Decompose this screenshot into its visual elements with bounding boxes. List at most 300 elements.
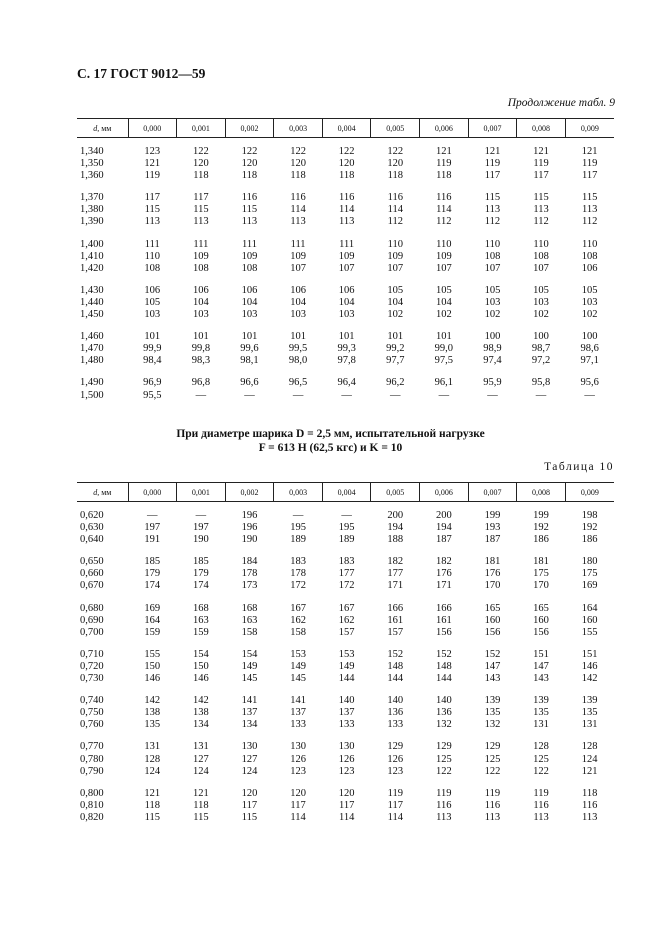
hardness-cell: 128 (533, 741, 549, 753)
hardness-cell: 114 (338, 204, 355, 216)
hardness-cell: 191 (144, 534, 161, 546)
hardness-cell: 122 (435, 765, 452, 777)
table-row (77, 263, 614, 275)
hardness-cell: 121 (144, 158, 161, 170)
hardness-cell: 147 (533, 660, 549, 672)
hardness-cell: 188 (387, 534, 404, 546)
row-diameter-cell: 1,370 (80, 192, 104, 204)
column-header: 0,005 (371, 119, 420, 138)
hardness-cell: 168 (193, 602, 209, 614)
column-header: 0,004 (322, 119, 371, 138)
hardness-cell: 113 (193, 216, 209, 228)
hardness-cell: 176 (435, 568, 452, 580)
header-row (77, 483, 614, 502)
row-diameter-cell: 0,820 (80, 811, 104, 823)
hardness-cell: 100 (484, 331, 501, 343)
hardness-cell: 102 (581, 309, 598, 321)
hardness-cell: 133 (290, 719, 306, 731)
diameter-symbol: d (93, 123, 98, 133)
hardness-cell: 119 (144, 170, 160, 182)
diameter-unit: , мм (97, 487, 112, 497)
table-row (77, 719, 614, 731)
hardness-cell: 134 (241, 719, 258, 731)
hardness-cell: 116 (581, 799, 598, 811)
hardness-cell: 118 (581, 787, 598, 799)
hardness-cell: 182 (387, 556, 404, 568)
hardness-cell: — (147, 510, 158, 521)
hardness-cell: 141 (241, 695, 258, 707)
hardness-cell: 118 (193, 799, 209, 811)
row-diameter-cell: 0,640 (80, 534, 104, 546)
hardness-cell: 131 (581, 719, 598, 731)
hardness-cell: 101 (387, 331, 404, 343)
hardness-cell: 158 (290, 626, 306, 638)
hardness-cell: 152 (435, 648, 452, 660)
hardness-cell: 144 (387, 673, 404, 685)
hardness-cell: 97,4 (483, 355, 502, 367)
hardness-cell: 104 (435, 296, 452, 308)
hardness-cell: 117 (193, 192, 209, 204)
hardness-cell: 98,9 (483, 343, 502, 355)
hardness-cell: 110 (144, 250, 160, 262)
hardness-cell: 108 (581, 250, 598, 262)
hardness-cell: 109 (387, 250, 404, 262)
table-row (77, 800, 614, 812)
hardness-cell: 101 (193, 331, 209, 343)
hardness-cell: 167 (338, 602, 355, 614)
hardness-cell: 115 (533, 192, 549, 204)
hardness-cell: 119 (436, 158, 452, 170)
column-header: 0,003 (274, 483, 323, 502)
hardness-cell: 169 (581, 580, 598, 592)
hardness-cell: 136 (435, 707, 452, 719)
hardness-cell: 118 (338, 170, 355, 182)
hardness-cell: 179 (193, 568, 209, 580)
hardness-cell: 133 (387, 719, 404, 731)
table-row (77, 343, 614, 355)
hardness-cell: 187 (435, 534, 452, 546)
hardness-cell: 163 (193, 614, 209, 626)
hardness-cell: 121 (581, 765, 598, 777)
table-row (77, 661, 614, 673)
hardness-cell: 192 (581, 522, 598, 534)
hardness-cell: 155 (581, 626, 598, 638)
table-row (77, 766, 614, 778)
table-row (77, 502, 614, 523)
hardness-cell: 106 (290, 284, 306, 296)
hardness-cell: 119 (533, 787, 549, 799)
column-header: 0,007 (468, 119, 517, 138)
hardness-cell: 116 (484, 799, 501, 811)
row-diameter-cell: 1,340 (80, 146, 104, 157)
hardness-cell: 105 (533, 284, 549, 296)
hardness-cell: 146 (193, 673, 209, 685)
hardness-cell: 123 (338, 765, 355, 777)
hardness-cell: 113 (436, 811, 452, 823)
hardness-cell: 182 (435, 556, 452, 568)
table-row (77, 309, 614, 321)
hardness-cell: — (535, 389, 547, 401)
hardness-cell: 172 (290, 580, 306, 592)
column-header: 0,001 (177, 483, 226, 502)
hardness-cell: 121 (193, 787, 209, 799)
hardness-cell: 107 (435, 262, 452, 274)
hardness-cell: 166 (435, 602, 452, 614)
hardness-cell: 171 (387, 580, 404, 592)
hardness-cell: 162 (290, 614, 306, 626)
hardness-cell: 131 (533, 719, 549, 731)
table-row (77, 158, 614, 170)
hardness-cell: 105 (144, 296, 161, 308)
hardness-cell: 99,2 (386, 343, 405, 355)
hardness-cell: — (195, 510, 207, 521)
hardness-cell: 133 (338, 719, 355, 731)
hardness-cell: 99,9 (143, 343, 162, 355)
row-diameter-cell: 1,450 (80, 309, 104, 321)
row-group (77, 321, 614, 367)
row-group (77, 685, 614, 731)
hardness-cell: 103 (533, 296, 549, 308)
column-header: 0,004 (322, 483, 371, 502)
row-diameter-cell: 0,740 (80, 695, 104, 707)
hardness-cell: 110 (581, 238, 598, 250)
hardness-cell: 110 (533, 238, 549, 250)
hardness-cell: 112 (581, 216, 598, 228)
hardness-cell: 150 (144, 660, 161, 672)
hardness-cell: 122 (241, 146, 258, 157)
hardness-cell: 143 (484, 673, 501, 685)
hardness-cell: 148 (435, 660, 452, 672)
hardness-cell: 102 (435, 309, 452, 321)
hardness-cell: 113 (484, 811, 501, 823)
table-row (77, 639, 614, 661)
hardness-cell: 96,4 (337, 377, 356, 389)
hardness-cell: 195 (338, 522, 355, 534)
table-row (77, 754, 614, 766)
hardness-cell: 116 (338, 192, 355, 204)
hardness-cell: 149 (338, 660, 355, 672)
hardness-cell: 114 (387, 811, 403, 823)
row-diameter-cell: 0,760 (80, 719, 104, 731)
table-row (77, 685, 614, 707)
hardness-cell: — (438, 389, 450, 401)
hardness-cell: 145 (290, 673, 306, 685)
row-group (77, 639, 614, 685)
hardness-cell: 156 (435, 626, 452, 638)
hardness-cell: 114 (387, 204, 403, 216)
hardness-cell: 150 (193, 660, 209, 672)
hardness-cell: 138 (144, 707, 161, 719)
row-diameter-cell: 1,420 (80, 262, 104, 274)
hardness-cell: 196 (241, 522, 258, 534)
row-diameter-cell: 1,500 (80, 389, 104, 401)
hardness-cell: 106 (581, 262, 598, 274)
hardness-cell: 113 (241, 216, 258, 228)
hardness-cell: 177 (387, 568, 404, 580)
row-diameter-cell: 0,670 (80, 580, 104, 592)
hardness-cell: 120 (387, 158, 404, 170)
hardness-cell: 103 (290, 309, 306, 321)
hardness-cell: 192 (533, 522, 549, 534)
hardness-cell: 95,9 (483, 377, 502, 389)
hardness-cell: 115 (241, 204, 258, 216)
hardness-cell: 109 (435, 250, 452, 262)
column-header: 0,008 (517, 119, 566, 138)
hardness-cell: 177 (338, 568, 355, 580)
row-diameter-cell: 1,350 (80, 158, 104, 170)
hardness-cell: 101 (338, 331, 355, 343)
hardness-cell: 116 (436, 799, 452, 811)
column-header: 0,008 (517, 483, 566, 502)
hardness-cell: 110 (387, 238, 403, 250)
hardness-cell: 98,1 (240, 355, 259, 367)
hardness-cell: 156 (533, 626, 549, 638)
hardness-cell: 105 (435, 284, 452, 296)
hardness-cell: 176 (484, 568, 501, 580)
row-diameter-cell: 0,620 (80, 510, 104, 521)
row-diameter-cell: 1,470 (80, 343, 104, 355)
hardness-cell: 197 (144, 522, 161, 534)
column-header: 0,009 (565, 483, 614, 502)
hardness-cell: 118 (193, 170, 209, 182)
hardness-cell: 196 (241, 510, 258, 521)
hardness-cell: 187 (484, 534, 501, 546)
hardness-cell: 99,0 (434, 343, 454, 355)
hardness-cell: 116 (436, 192, 452, 204)
hardness-cell: 119 (581, 158, 598, 170)
row-group (77, 367, 614, 401)
hardness-cell: 107 (338, 262, 355, 274)
hardness-cell: 141 (290, 695, 306, 707)
hardness-cell: 97,5 (434, 355, 454, 367)
hardness-cell: 99,3 (337, 343, 356, 355)
table-continuation-label: Продолжение табл. 9 (507, 97, 615, 109)
hardness-cell: 118 (144, 799, 160, 811)
column-header-diameter (77, 483, 128, 502)
hardness-cell: 135 (533, 707, 549, 719)
hardness-cell: 194 (435, 522, 452, 534)
hardness-cell: 107 (290, 262, 306, 274)
hardness-cell: 126 (290, 753, 306, 765)
hardness-cell: 121 (533, 146, 549, 157)
hardness-cell: 107 (484, 262, 501, 274)
hardness-cell: 168 (241, 602, 258, 614)
hardness-cell: 142 (193, 695, 209, 707)
hardness-cell: 96,8 (191, 377, 211, 389)
hardness-cell: 130 (338, 741, 355, 753)
table-row (77, 204, 614, 216)
hardness-cell: 125 (484, 753, 501, 765)
hardness-cell: 96,9 (143, 377, 162, 389)
hardness-cell: 190 (193, 534, 209, 546)
hardness-cell: 154 (193, 648, 209, 660)
row-diameter-cell: 0,750 (80, 707, 104, 719)
hardness-cell: 107 (533, 262, 549, 274)
hardness-cell: 165 (484, 602, 501, 614)
hardness-cell: 95,5 (143, 389, 162, 401)
hardness-cell: 143 (533, 673, 549, 685)
hardness-cell: 122 (290, 146, 306, 157)
hardness-cell: 132 (484, 719, 501, 731)
row-diameter-cell: 1,460 (80, 331, 104, 343)
table-row (77, 182, 614, 204)
hardness-cell: 122 (484, 765, 501, 777)
row-diameter-cell: 0,780 (80, 753, 104, 765)
hardness-cell: 151 (533, 648, 549, 660)
hardness-cell: 119 (533, 158, 549, 170)
hardness-cell: 156 (484, 626, 501, 638)
hardness-cell: 126 (387, 753, 404, 765)
hardness-cell: 105 (581, 284, 598, 296)
row-diameter-cell: 1,400 (80, 238, 104, 250)
hardness-cell: 128 (581, 741, 598, 753)
hardness-cell: 186 (581, 534, 598, 546)
hardness-cell: 127 (241, 753, 258, 765)
table-row (77, 673, 614, 685)
hardness-cell: 116 (241, 192, 258, 204)
table-10-subtitle-line-2: F = 613 Н (62,5 кгс) и K = 10 (258, 442, 403, 454)
hardness-cell: 110 (484, 238, 501, 250)
row-diameter-cell: 0,650 (80, 556, 104, 568)
row-diameter-cell: 0,730 (80, 673, 104, 685)
hardness-cell: 117 (581, 170, 598, 182)
hardness-cell: 108 (144, 262, 161, 274)
hardness-cell: 122 (387, 146, 404, 157)
hardness-cell: 113 (290, 216, 306, 228)
hardness-cell: 112 (533, 216, 549, 228)
hardness-cell: 193 (484, 522, 501, 534)
hardness-cell: 183 (290, 556, 306, 568)
hardness-cell: 117 (241, 799, 258, 811)
hardness-cell: 117 (144, 192, 160, 204)
hardness-cell: 195 (290, 522, 306, 534)
hardness-cell: 96,5 (288, 377, 308, 389)
hardness-cell: 140 (338, 695, 355, 707)
hardness-cell: 106 (144, 284, 161, 296)
hardness-cell: 118 (290, 170, 306, 182)
hardness-cell: 153 (338, 648, 355, 660)
hardness-cell: 175 (581, 568, 598, 580)
hardness-cell: 186 (533, 534, 549, 546)
hardness-cell: 113 (484, 204, 501, 216)
hardness-cell: 124 (581, 753, 598, 765)
hardness-cell: 169 (144, 602, 161, 614)
hardness-cell: 116 (533, 799, 549, 811)
hardness-cell: 160 (581, 614, 598, 626)
hardness-cell: 101 (241, 331, 258, 343)
hardness-cell: 139 (533, 695, 549, 707)
hardness-cell: 139 (581, 695, 598, 707)
hardness-cell: 116 (387, 192, 403, 204)
column-header: 0,002 (225, 119, 274, 138)
hardness-cell: 102 (533, 309, 549, 321)
hardness-cell: — (341, 510, 352, 521)
hardness-cell: 101 (290, 331, 306, 343)
hardness-cell: — (584, 389, 595, 401)
column-header: 0,006 (420, 119, 469, 138)
hardness-cell: 124 (144, 765, 161, 777)
column-header: 0,005 (371, 483, 420, 502)
hardness-cell: 125 (435, 753, 452, 765)
table-row (77, 731, 614, 753)
row-group (77, 138, 614, 183)
hardness-cell: 171 (435, 580, 452, 592)
hardness-cell: 115 (144, 204, 160, 216)
hardness-cell: 135 (484, 707, 501, 719)
hardness-cell: 178 (241, 568, 258, 580)
hardness-cell: 117 (533, 170, 549, 182)
row-group (77, 778, 614, 824)
hardness-cell: 129 (387, 741, 404, 753)
hardness-cell: 189 (290, 534, 306, 546)
hardness-cell: 115 (241, 811, 258, 823)
hardness-cell: 112 (484, 216, 501, 228)
column-header: 0,007 (468, 483, 517, 502)
hardness-cell: 179 (144, 568, 161, 580)
hardness-cell: — (341, 389, 352, 401)
diameter-symbol: d (93, 487, 98, 497)
hardness-cell: 108 (241, 262, 258, 274)
hardness-cell: 158 (241, 626, 258, 638)
hardness-cell: 127 (193, 753, 209, 765)
hardness-cell: 120 (193, 158, 209, 170)
hardness-cell: 160 (533, 614, 549, 626)
hardness-cell: 98,3 (191, 355, 211, 367)
row-diameter-cell: 0,700 (80, 626, 104, 638)
hardness-cell: 149 (290, 660, 306, 672)
hardness-cell: 103 (144, 309, 161, 321)
row-diameter-cell: 1,440 (80, 296, 104, 308)
hardness-cell: 161 (387, 614, 404, 626)
table-row (77, 275, 614, 297)
hardness-cell: 113 (533, 811, 549, 823)
hardness-cell: 105 (387, 284, 404, 296)
hardness-cell: 164 (144, 614, 161, 626)
hardness-cell: 103 (193, 309, 209, 321)
hardness-cell: 183 (338, 556, 355, 568)
page-header: С. 17 ГОСТ 9012—59 (77, 66, 206, 81)
hardness-cell: 185 (144, 556, 161, 568)
hardness-cell: 101 (435, 331, 452, 343)
hardness-cell: 137 (290, 707, 306, 719)
hardness-cell: 145 (241, 673, 258, 685)
hardness-cell: 108 (533, 250, 549, 262)
hardness-cell: 118 (387, 170, 403, 182)
hardness-cell: 180 (581, 556, 598, 568)
hardness-cell: 107 (387, 262, 404, 274)
table-row (77, 778, 614, 800)
hardness-cell: 111 (339, 238, 355, 250)
column-header: 0,001 (177, 119, 226, 138)
hardness-cell: 111 (193, 238, 209, 250)
hardness-cell: 111 (144, 238, 160, 250)
hardness-cell: 137 (338, 707, 355, 719)
hardness-cell: 118 (241, 170, 258, 182)
hardness-cell: 181 (533, 556, 549, 568)
row-diameter-cell: 0,720 (80, 660, 104, 672)
table-row (77, 321, 614, 343)
table-row (77, 568, 614, 580)
hardness-cell: 173 (241, 580, 258, 592)
hardness-cell: 136 (387, 707, 404, 719)
row-diameter-cell: 0,800 (80, 787, 104, 799)
hardness-cell: 98,4 (143, 355, 162, 367)
table-row (77, 593, 614, 615)
row-diameter-cell: 1,430 (80, 284, 104, 296)
table-row (77, 355, 614, 367)
hardness-cell: 140 (387, 695, 404, 707)
hardness-cell: 194 (387, 522, 404, 534)
